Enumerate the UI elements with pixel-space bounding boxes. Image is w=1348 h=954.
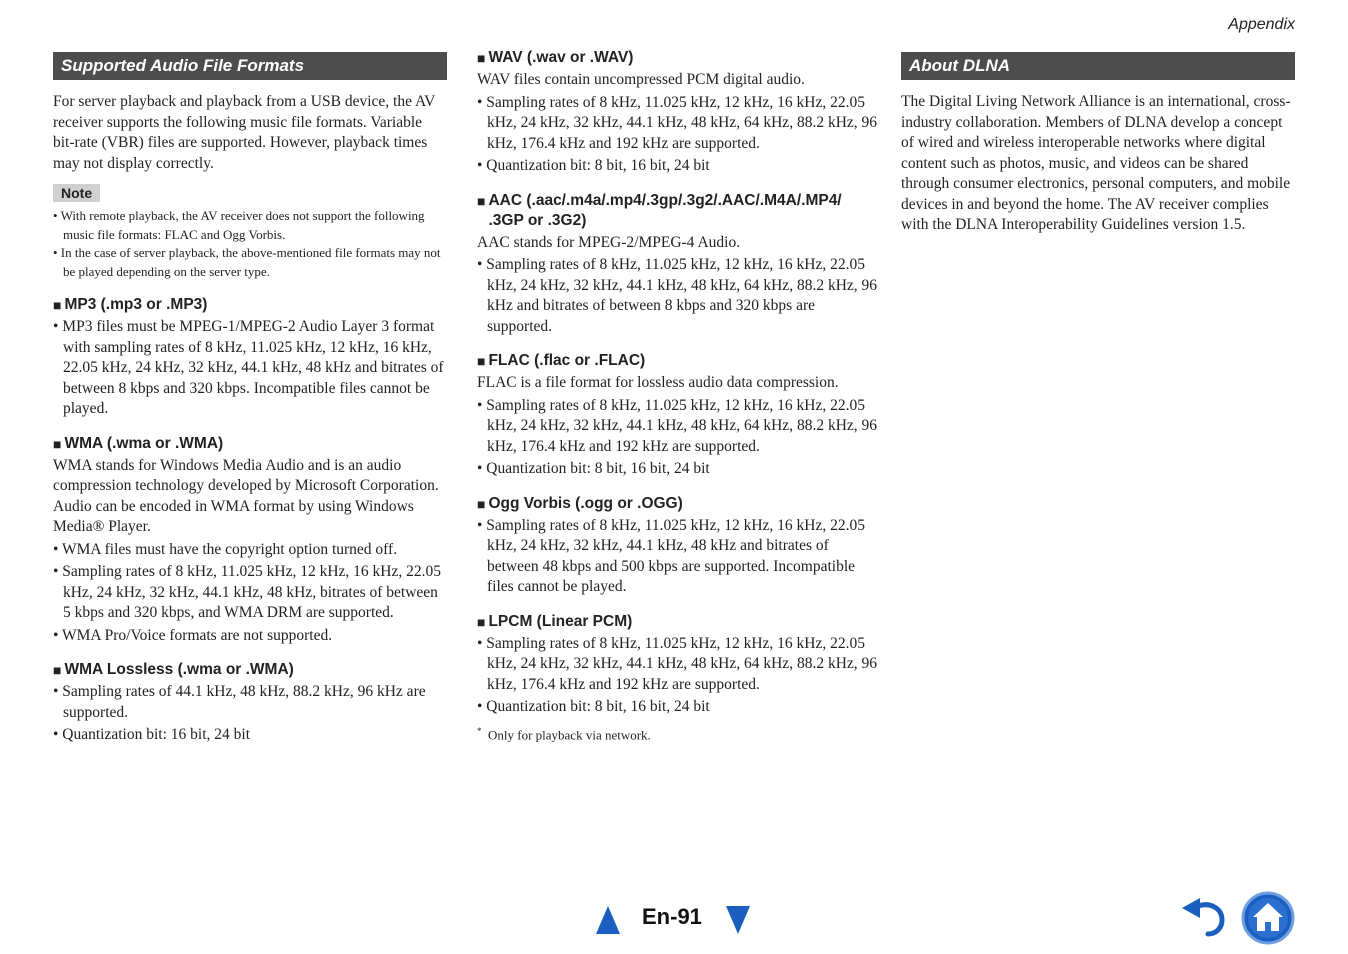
square-bullet-icon: ■ (477, 613, 486, 630)
aac-desc: AAC stands for MPEG-2/MPEG-4 Audio. (477, 233, 741, 251)
aac-list (477, 255, 877, 337)
column-middle (477, 48, 877, 744)
heading-wav: ■ WAV (.wav or .WAV) (477, 49, 634, 66)
heading-flac: ■ FLAC (.flac or .FLAC) (477, 352, 646, 369)
flac-list (477, 396, 877, 480)
arrow-up-icon[interactable] (596, 906, 620, 934)
section-title-audio-formats: Supported Audio File Formats (53, 52, 447, 80)
list-item: • MP3 files must be MPEG-1/MPEG-2 Audio Layer 3 format with sampling rates of 8 kHz, 11.025 kHz, 12 kHz, 16 kHz, 22.05 kHz, 24 kHz, 32 kHz, 44.1 kHz, 48 kHz and bitrates of between 8 kbps and 320 kbps. Incompatible files cannot be played. (53, 318, 444, 417)
list-item: • Quantization bit: 8 bit, 16 bit, 24 bit (477, 157, 710, 174)
note-label: Note (53, 184, 100, 202)
square-bullet-icon: ■ (53, 435, 62, 452)
home-icon[interactable] (1241, 891, 1295, 945)
flac-desc: FLAC is a file format for lossless audio data compression. (477, 374, 839, 391)
footnote-mark: * (477, 725, 482, 736)
heading-mp3: ■ MP3 (.mp3 or .MP3) (53, 296, 208, 313)
wav-desc: WAV files contain uncompressed PCM digital audio. (477, 71, 805, 88)
list-item: • WMA files must have the copyright option turned off. (53, 540, 398, 558)
intro-text: For server playback and playback from a USB device, the AV receiver supports the following music file formats. Variable bit-rate (VBR) files are supported. However, playback times may not display correctly. (53, 93, 436, 172)
column-left (53, 48, 447, 746)
list-item: • Sampling rates of 8 kHz, 11.025 kHz, 12 kHz, 16 kHz, 22.05 kHz, 24 kHz, 32 kHz, 44.1 kHz, 48 kHz, 64 kHz, 88.2 kHz, 96 kHz, 176.4 kHz and 192 kHz are supported. (477, 634, 878, 693)
ogg-list (477, 516, 877, 598)
column-right (901, 48, 1295, 236)
heading-ogg: ■ Ogg Vorbis (.ogg or .OGG) (477, 494, 683, 512)
section-title-dlna: About DLNA (901, 52, 1295, 80)
heading-lpcm: ■ LPCM (Linear PCM) (477, 612, 633, 630)
list-item: • Sampling rates of 44.1 kHz, 48 kHz, 88.2 kHz, 96 kHz are supported. (53, 683, 426, 721)
square-bullet-icon: ■ (53, 662, 62, 678)
list-item: • Quantization bit: 8 bit, 16 bit, 24 bit (477, 698, 710, 715)
list-item: • Quantization bit: 8 bit, 16 bit, 24 bit (477, 460, 710, 477)
lpcm-list (477, 634, 877, 718)
dlna-text: The Digital Living Network Alliance is an international, cross-industry collaboration. Members of DLNA develop a concept of wired and wireless interoperable networks where digital content such as photos, music, and videos can be shared through consumer electronics, personal computers, and mobile devices in and beyond the home. The AV receiver complies with the DLNA Interoperability Guidelines version 1.5. (901, 93, 1291, 233)
list-item: • Sampling rates of 8 kHz, 11.025 kHz, 12 kHz, 16 kHz, 22.05 kHz, 24 kHz, 32 kHz, 44.1 kHz, 48 kHz, 64 kHz, 88.2 kHz, 96 kHz, 176.4 kHz and 192 kHz are supported. (477, 396, 878, 455)
list-item: • WMA Pro/Voice formats are not supported. (53, 626, 333, 644)
appendix-label: Appendix (1228, 16, 1295, 33)
list-item: • Sampling rates of 8 kHz, 11.025 kHz, 12 kHz, 16 kHz, 22.05 kHz, 24 kHz, 32 kHz, 44.1 kHz, 48 kHz, 64 kHz, 88.2 kHz, 96 kHz, 176.4 kHz and 192 kHz are supported. (477, 93, 878, 152)
note-item: • In the case of server playback, the above-mentioned file formats may not be played depending on the server type. (53, 245, 441, 279)
page-navigation (596, 902, 756, 938)
list-item: • Sampling rates of 8 kHz, 11.025 kHz, 12 kHz, 16 kHz, 22.05 kHz, 24 kHz, 32 kHz, 44.1 kHz, 48 kHz, bitrates of between 5 kbps and 320 kbps, and WMA DRM are supported. (53, 563, 441, 621)
wav-list (477, 93, 877, 177)
list-item: • Quantization bit: 16 bit, 24 bit (53, 726, 251, 743)
wma-list (53, 540, 447, 647)
wma-desc: WMA stands for Windows Media Audio and is an audio compression technology developed by Microsoft Corporation. Audio can be encoded in WMA format by using Windows Media® Player. (53, 456, 439, 535)
footnote (477, 722, 877, 744)
note-item: • With remote playback, the AV receiver does not support the following music file formats: FLAC and Ogg Vorbis. (53, 208, 425, 242)
heading-wma-lossless: ■ WMA Lossless (.wma or .WMA) (53, 661, 294, 678)
square-bullet-icon: ■ (477, 353, 486, 369)
mp3-list (53, 317, 447, 420)
heading-wma: ■ WMA (.wma or .WMA) (53, 434, 224, 452)
heading-aac: ■ AAC (.aac/.m4a/.mp4/.3gp/.3g2/.AAC/.M4A/.MP4/ .3GP or .3G2) (477, 191, 842, 229)
square-bullet-icon: ■ (477, 50, 486, 66)
square-bullet-icon: ■ (477, 192, 486, 209)
list-item: • Sampling rates of 8 kHz, 11.025 kHz, 12 kHz, 16 kHz, 22.05 kHz, 24 kHz, 32 kHz, 44.1 kHz, 48 kHz, 64 kHz, 88.2 kHz, 96 kHz and bitrates of between 8 kbps and 320 kbps are supported. (477, 256, 878, 335)
page-number: En-91 (642, 904, 702, 929)
back-icon[interactable] (1180, 896, 1228, 938)
note-list (53, 207, 447, 281)
square-bullet-icon: ■ (53, 297, 62, 313)
footnote-text: Only for playback via network. (488, 726, 651, 742)
list-item: • Sampling rates of 8 kHz, 11.025 kHz, 12 kHz, 16 kHz, 22.05 kHz, 24 kHz, 32 kHz, 44.1 kHz, 48 kHz and bitrates of between 48 kbps and 500 kbps are supported. Incompatible files cannot be played. (477, 516, 865, 595)
wma-lossless-list (53, 682, 447, 746)
square-bullet-icon: ■ (477, 495, 486, 512)
arrow-down-icon[interactable] (726, 906, 750, 934)
